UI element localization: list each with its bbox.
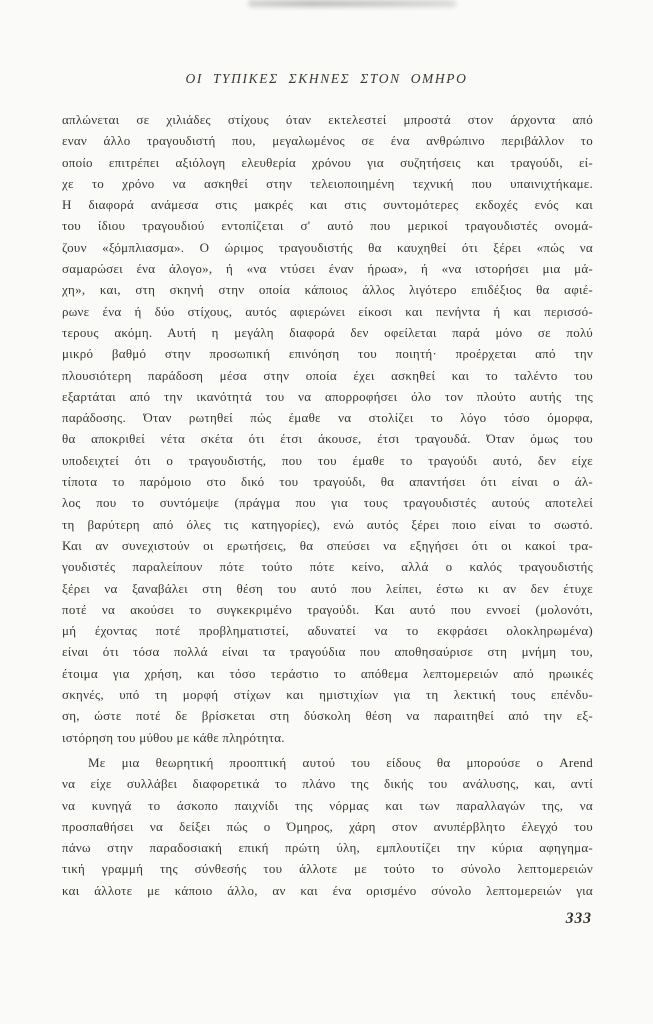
text-line: ση, ώστε ποτέ δε βρίσκεται στη δύσκολη θέση να παραιτηθεί από την εξ- [62,708,593,724]
text-line: θα αποκριθεί νέτα σκέτα ότι έτσι άκουσε, έτσι τραγουδά. Όταν όμως του [62,431,593,447]
text-line: του ίδιου τραγουδιού εντοπίζεται σ' αυτό που μερικοί τραγουδιστές ονομά- [62,218,593,234]
text-line: τερους ακόμη. Αυτή η μεγάλη διαφορά δεν οφείλεται παρά μόνο σε πολύ [62,324,593,340]
text-line: τη βαρύτερη από όλες τις κατηγορίες), ενώ αυτός ξέρει ποιο είναι το σωστό. [62,516,593,532]
text-line: έτοιμα για χρήση, και τόσο τεράστιο το απόθεμα λεπτομερειών από ηρωικές [62,665,593,681]
text-line: ζουν «ξόμπλιασμα». Ο ώριμος τραγουδιστής θα καυχηθεί ότι ξέρει «πώς να [62,239,593,255]
text-line: να κυνηγά το άσκοπο παιχνίδι της νόρμας και των παραλλαγών της, να [62,797,593,813]
text-line: τίποτα το παρόμοιο στο δικό του τραγούδι, θα απαντήσει ότι είναι ο άλ- [62,474,593,490]
text-line: απλώνεται σε χιλιάδες στίχους όταν εκτελεστεί μπροστά στον άρχοντα από [62,112,593,127]
text-line: ρωνε ένα ή δύο στίχους, αυτός αφιερώνει είκοσι και πενήντα ή και περισσό- [62,303,593,319]
text-line: πλουσιότερη παράδοση μέσα στην οποία έχει ασκηθεί και το ταλέντο του [62,367,593,383]
text-line: παράδοσης. Όταν ρωτηθεί πώς έμαθε να στολίζει το λόγο τόσο όμορφα, [62,410,593,426]
text-line: μικρό βαθμό στην προσωπική επινόηση του ποιητή· προέρχεται από την [62,346,593,362]
text-line: χε το χρόνο να ασκηθεί στην τελειοποιημένη τεχνική που υπαινιχτήκαμε. [62,175,593,191]
text-line: σκηνές, υπό τη μορφή στίχων και ημιστιχίων για τη λεκτική τους επένδυ- [62,687,593,703]
text-line: ιστόρηση του μύθου με κάθε πληρότητα. [62,729,285,745]
text-line: Η διαφορά ανάμεσα στις μακρές και στις συντομότερες εκδοχές ενός και [62,197,593,213]
text-line: Και αν συνεχιστούν οι ερωτήσεις, θα σπεύσει να εξηγήσει ότι οι κακοί τρα- [62,537,593,553]
paragraph [62,109,593,748]
text-line: μή έχοντας ποτέ προβληματιστεί, αδυνατεί να το εκφράσει ολοκληρωμένα) [62,623,593,639]
body-text [62,109,593,901]
text-line: ποτέ να ακούσει το συγκεκριμένο τραγούδι. Και αυτό που εννοεί (μολονότι, [62,601,593,617]
text-line: να είχε συλλάβει διαφορετικά το πλάνο της δικής του ανάλυσης, και, αντί [62,776,593,792]
text-line: χη», και, στη σκηνή στην οποία κάποιος άλλος λιγότερο επιδέξιος θα αφιέ- [62,282,593,298]
text-line: εξαρτάται από την ικανότητά του να απορροφήσει όλο τον πλούτο αυτής της [62,388,593,404]
text-line: και άλλοτε με κάποιο άλλο, αν και ένα ορισμένο σύνολο λεπτομερειών για [62,882,593,898]
text-line: γουδιστές παραλείπουν πότε τούτο πότε κείνο, αλλά ο καλός τραγουδιστής [62,559,593,575]
text-line: είναι ότι τόσα πολλά είναι τα τραγούδια που αποθησαύρισε στη μνήμη του, [62,644,593,660]
page-number: 333 [565,910,592,927]
text-line: Με μια θεωρητική προοπτική αυτού του είδους θα μπορούσε ο Arend [88,754,593,770]
text-line: πάνω στην παραδοσιακή επική πρώτη ύλη, εμπλουτίζει την κύρια αφηγημα- [62,840,593,856]
text-line: προσπαθήσει να δείξει πώς ο Όμηρος, χάρη στον ανυπέρβλητο έλεγχό του [62,818,593,834]
text-line: σαμαρώσει ένα άλογο», ή «να ντύσει έναν ήρωα», ή «να ιστορήσει μια μά- [62,261,593,277]
text-line: υποδειχτεί ότι ο τραγουδιστής, που του έμαθε το τραγούδι αυτό, δεν είχε [62,452,593,468]
paragraph [62,752,593,901]
page-title: ΟΙ ΤΥΠΙΚΕΣ ΣΚΗΝΕΣ ΣΤΟΝ ΟΜΗΡΟ [185,71,468,86]
scan-artifact [248,0,456,7]
text-line: εναν άλλο τραγουδιστή που, μεγαλωμένος σε ένα ανθρώπινο περιβάλλον το [62,133,593,149]
text-line: οποίο επιτρέπει αξιόλογη ελευθερία χρόνου για συζητήσεις και τραγούδι, εί- [62,154,593,170]
text-line: τική γραμμή της σύνθεσής του άλλοτε με τούτο το σύνολο λεπτομερειών [62,861,593,877]
text-line: ξέρει να ξαναβάλει στη θέση του αυτό που λείπει, έστω κι αν δεν έτυχε [62,580,593,596]
text-line: λος που το συντόμεψε (πράγμα που για τους τραγουδιστές αυτούς αποτελεί [62,495,593,511]
